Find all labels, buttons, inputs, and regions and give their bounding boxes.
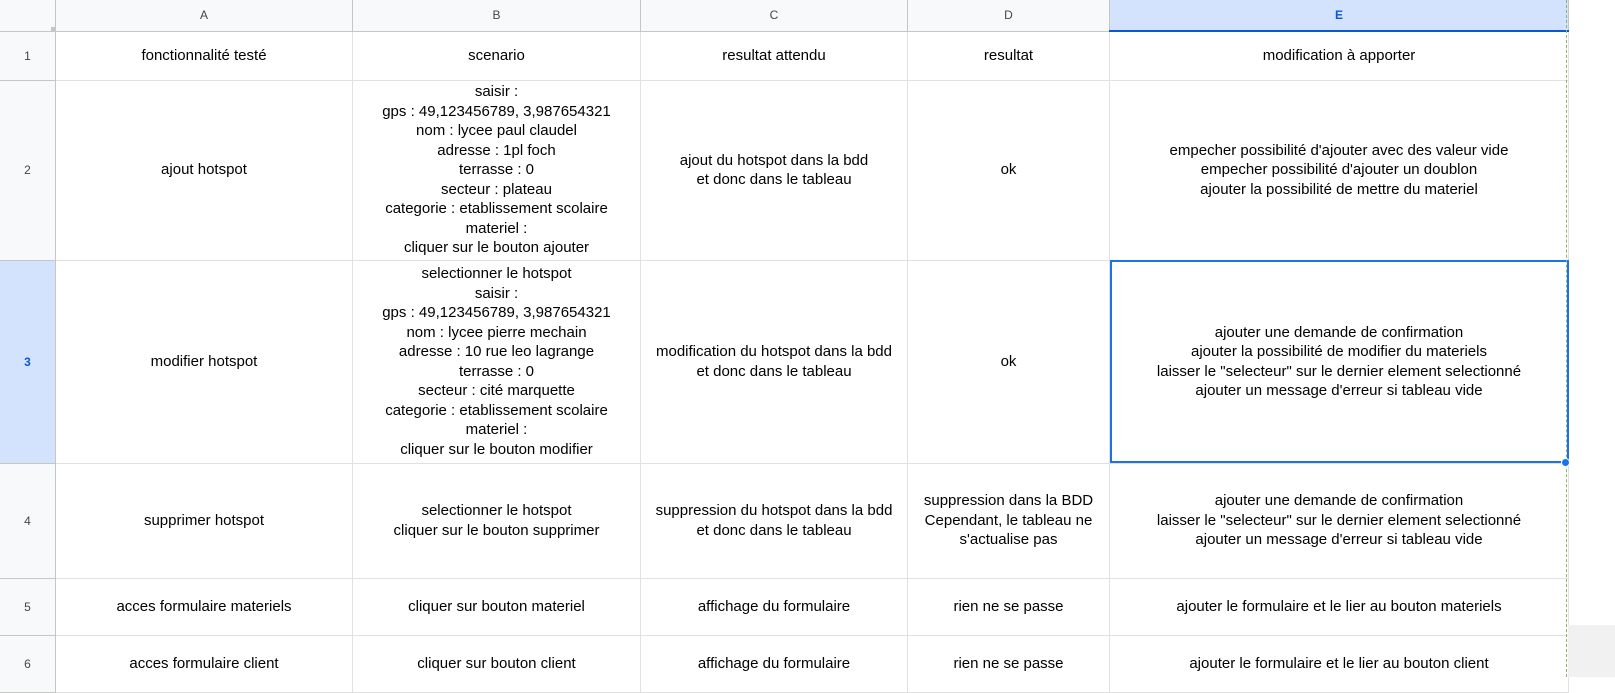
cell-c2[interactable]: ajout du hotspot dans la bdd et donc dans le tableau: [641, 80, 908, 260]
table-row: [0, 463, 1569, 578]
row-header[interactable]: 4: [0, 463, 56, 578]
row-header[interactable]: 5: [0, 578, 56, 635]
select-all-corner[interactable]: [0, 0, 56, 31]
scrollbar-corner[interactable]: [1568, 625, 1615, 677]
cell-c6[interactable]: affichage du formulaire: [641, 635, 908, 692]
column-header-b[interactable]: B: [353, 0, 641, 31]
page-break-line: [1566, 0, 1567, 677]
cell-a2[interactable]: ajout hotspot: [56, 80, 353, 260]
cell-a6[interactable]: acces formulaire client: [56, 635, 353, 692]
cell-e5[interactable]: ajouter le formulaire et le lier au bouton materiels: [1110, 578, 1569, 635]
table-row: [0, 578, 1569, 635]
fill-handle[interactable]: [1561, 458, 1570, 467]
cell-e2[interactable]: empecher possibilité d'ajouter avec des valeur vide empecher possibilité d'ajouter un doublon ajouter la possibilité de mettre du materiel: [1110, 80, 1569, 260]
table-row: [0, 80, 1569, 260]
cell-a1[interactable]: fonctionnalité testé: [56, 31, 353, 80]
cell-e3-active[interactable]: ajouter une demande de confirmation ajouter la possibilité de modifier du materiels laisser le "selecteur" sur le dernier element selectionné ajouter un message d'erreur si tableau vide: [1110, 260, 1569, 463]
column-header-row: [0, 0, 1569, 31]
cell-b4[interactable]: selectionner le hotspot cliquer sur le bouton supprimer: [353, 463, 641, 578]
cell-c4[interactable]: suppression du hotspot dans la bdd et donc dans le tableau: [641, 463, 908, 578]
table-row: [0, 635, 1569, 692]
cell-c1[interactable]: resultat attendu: [641, 31, 908, 80]
cell-a3[interactable]: modifier hotspot: [56, 260, 353, 463]
column-header-a[interactable]: A: [56, 0, 353, 31]
row-header[interactable]: 6: [0, 635, 56, 692]
column-header-c[interactable]: C: [641, 0, 908, 31]
cell-d1[interactable]: resultat: [908, 31, 1110, 80]
column-header-e[interactable]: E: [1110, 0, 1569, 31]
cell-c5[interactable]: affichage du formulaire: [641, 578, 908, 635]
table-row: [0, 260, 1569, 463]
cell-c3[interactable]: modification du hotspot dans la bdd et donc dans le tableau: [641, 260, 908, 463]
cell-b3[interactable]: selectionner le hotspot saisir : gps : 49,123456789, 3,987654321 nom : lycee pierre mechain adresse : 10 rue leo lagrange terrasse : 0 secteur : cité marquette categorie : etablissement scolaire materiel : cliquer sur le bouton modifier: [353, 260, 641, 463]
column-header-d[interactable]: D: [908, 0, 1110, 31]
cell-b1[interactable]: scenario: [353, 31, 641, 80]
cell-d6[interactable]: rien ne se passe: [908, 635, 1110, 692]
cell-a4[interactable]: supprimer hotspot: [56, 463, 353, 578]
cell-b6[interactable]: cliquer sur bouton client: [353, 635, 641, 692]
cell-d2[interactable]: ok: [908, 80, 1110, 260]
cell-d4[interactable]: suppression dans la BDD Cependant, le tableau ne s'actualise pas: [908, 463, 1110, 578]
cell-d5[interactable]: rien ne se passe: [908, 578, 1110, 635]
cell-e4[interactable]: ajouter une demande de confirmation laisser le "selecteur" sur le dernier element selectionné ajouter un message d'erreur si tableau vide: [1110, 463, 1569, 578]
cell-a5[interactable]: acces formulaire materiels: [56, 578, 353, 635]
cell-d3[interactable]: ok: [908, 260, 1110, 463]
row-header[interactable]: 2: [0, 80, 56, 260]
cell-e1[interactable]: modification à apporter: [1110, 31, 1569, 80]
cell-e6[interactable]: ajouter le formulaire et le lier au bouton client: [1110, 635, 1569, 692]
table-row: [0, 31, 1569, 80]
cell-b2[interactable]: saisir : gps : 49,123456789, 3,987654321 nom : lycee paul claudel adresse : 1pl foch terrasse : 0 secteur : plateau categorie : etablissement scolaire materiel : cliquer sur le bouton ajouter: [353, 80, 641, 260]
row-header[interactable]: 1: [0, 31, 56, 80]
cell-b5[interactable]: cliquer sur bouton materiel: [353, 578, 641, 635]
row-header[interactable]: 3: [0, 260, 56, 463]
